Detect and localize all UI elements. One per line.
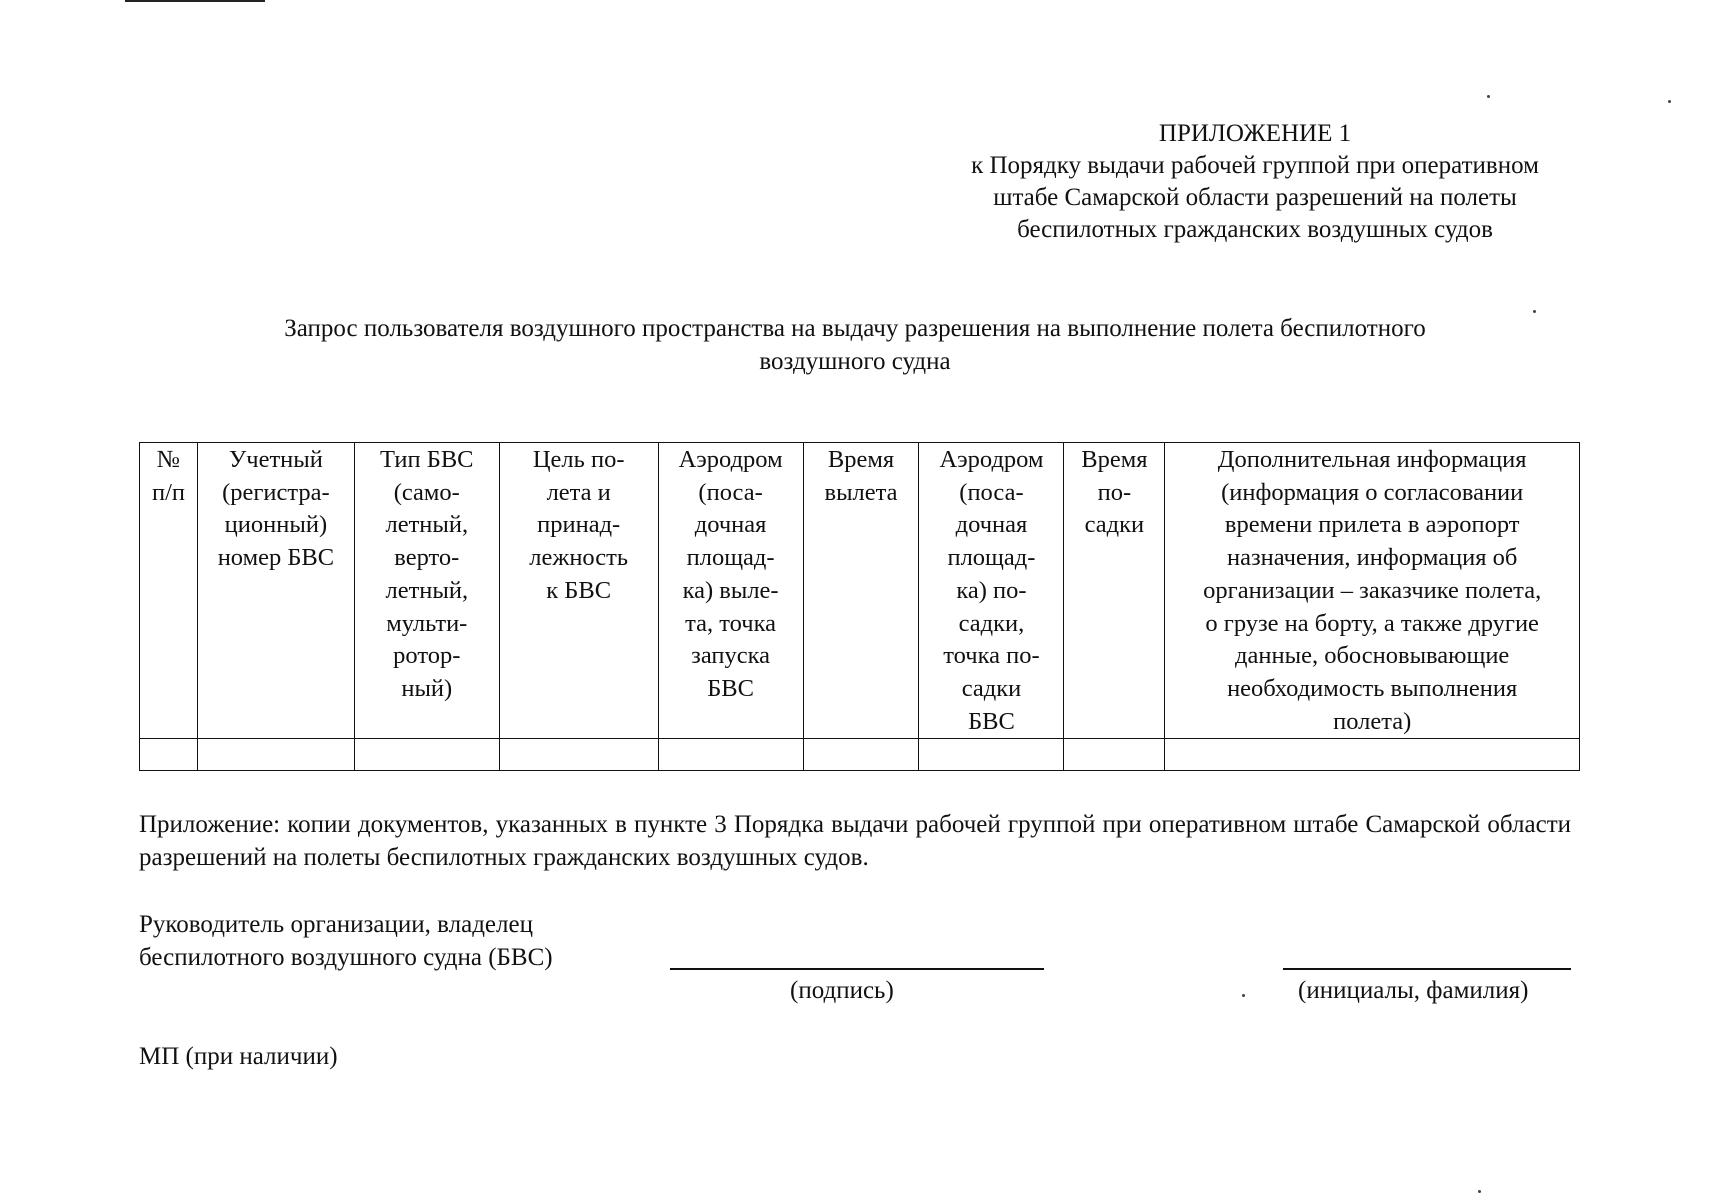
- table-cell[interactable]: [658, 739, 803, 771]
- signature-line[interactable]: [670, 968, 1044, 970]
- request-title-line: воздушного судна: [759, 348, 951, 375]
- header-departure-time: Время вылета: [803, 443, 919, 739]
- scan-speck: [1487, 95, 1490, 98]
- header-landing-time: Время по- садки: [1064, 443, 1165, 739]
- request-title-line: Запрос пользователя воздушного пространства на выдачу разрешения на выполнение полета беспилотного: [284, 315, 1426, 342]
- table-cell[interactable]: [354, 739, 499, 771]
- table-cell[interactable]: [919, 739, 1064, 771]
- table-cell[interactable]: [803, 739, 919, 771]
- attachment-paragraph: Приложение: копии документов, указанных в пункте 3 Порядка выдачи рабочей группой при оперативном штабе Самарской области разрешений на полеты беспилотных гражданских воздушных судов.: [139, 811, 1571, 871]
- header-flight-purpose: Цель по- лета и принад- лежность к БВС: [499, 443, 658, 739]
- name-caption: (инициалы, фамилия): [1298, 977, 1529, 1004]
- table-cell[interactable]: [140, 739, 198, 771]
- header-registration-number: Учетный (регистра- ционный) номер БВС: [197, 443, 354, 739]
- request-title: [170, 312, 1540, 378]
- appendix-line: штабе Самарской области разрешений на полеты: [993, 184, 1517, 211]
- table-header-row: [140, 443, 1580, 739]
- appendix-title: ПРИЛОЖЕНИЕ 1: [1158, 120, 1352, 147]
- table-cell[interactable]: [1064, 739, 1165, 771]
- request-table: [139, 442, 1580, 771]
- header-uav-type: Тип БВС (само- летный, верто- летный, мульти- ротор- ный): [354, 443, 499, 739]
- table-row: [140, 739, 1580, 771]
- header-departure-aerodrome: Аэродром (поса- дочная площад- ка) выле- та, точка запуска БВС: [658, 443, 803, 739]
- appendix-line: беспилотных гражданских воздушных судов: [1017, 216, 1493, 243]
- header-number: № п/п: [140, 443, 198, 739]
- header-additional-info: Дополнительная информация (информация о согласовании времени прилета в аэропорт назначения, информация об организации – заказчике полета, о грузе на борту, а также другие данные, обосновывающие необходимость выполнения полета): [1165, 443, 1580, 739]
- scan-speck: [1242, 994, 1245, 997]
- header-landing-aerodrome: Аэродром (поса- дочная площад- ка) по- садки, точка по- садки БВС: [919, 443, 1064, 739]
- scan-artifact-line: [125, 0, 265, 2]
- table-cell[interactable]: [1165, 739, 1580, 771]
- scan-speck: [1478, 1190, 1481, 1193]
- signer-label: [139, 908, 553, 974]
- stamp-label: МП (при наличии): [139, 1043, 338, 1070]
- appendix-line: к Порядку выдачи рабочей группой при оперативном: [971, 152, 1539, 179]
- appendix-header: [860, 118, 1650, 246]
- scan-speck: [1668, 100, 1671, 103]
- signer-line: Руководитель организации, владелец: [139, 911, 533, 938]
- name-line[interactable]: [1283, 968, 1571, 970]
- signer-line: беспилотного воздушного судна (БВС): [139, 944, 553, 971]
- table-cell[interactable]: [197, 739, 354, 771]
- table-cell[interactable]: [499, 739, 658, 771]
- signature-caption: (подпись): [790, 977, 894, 1004]
